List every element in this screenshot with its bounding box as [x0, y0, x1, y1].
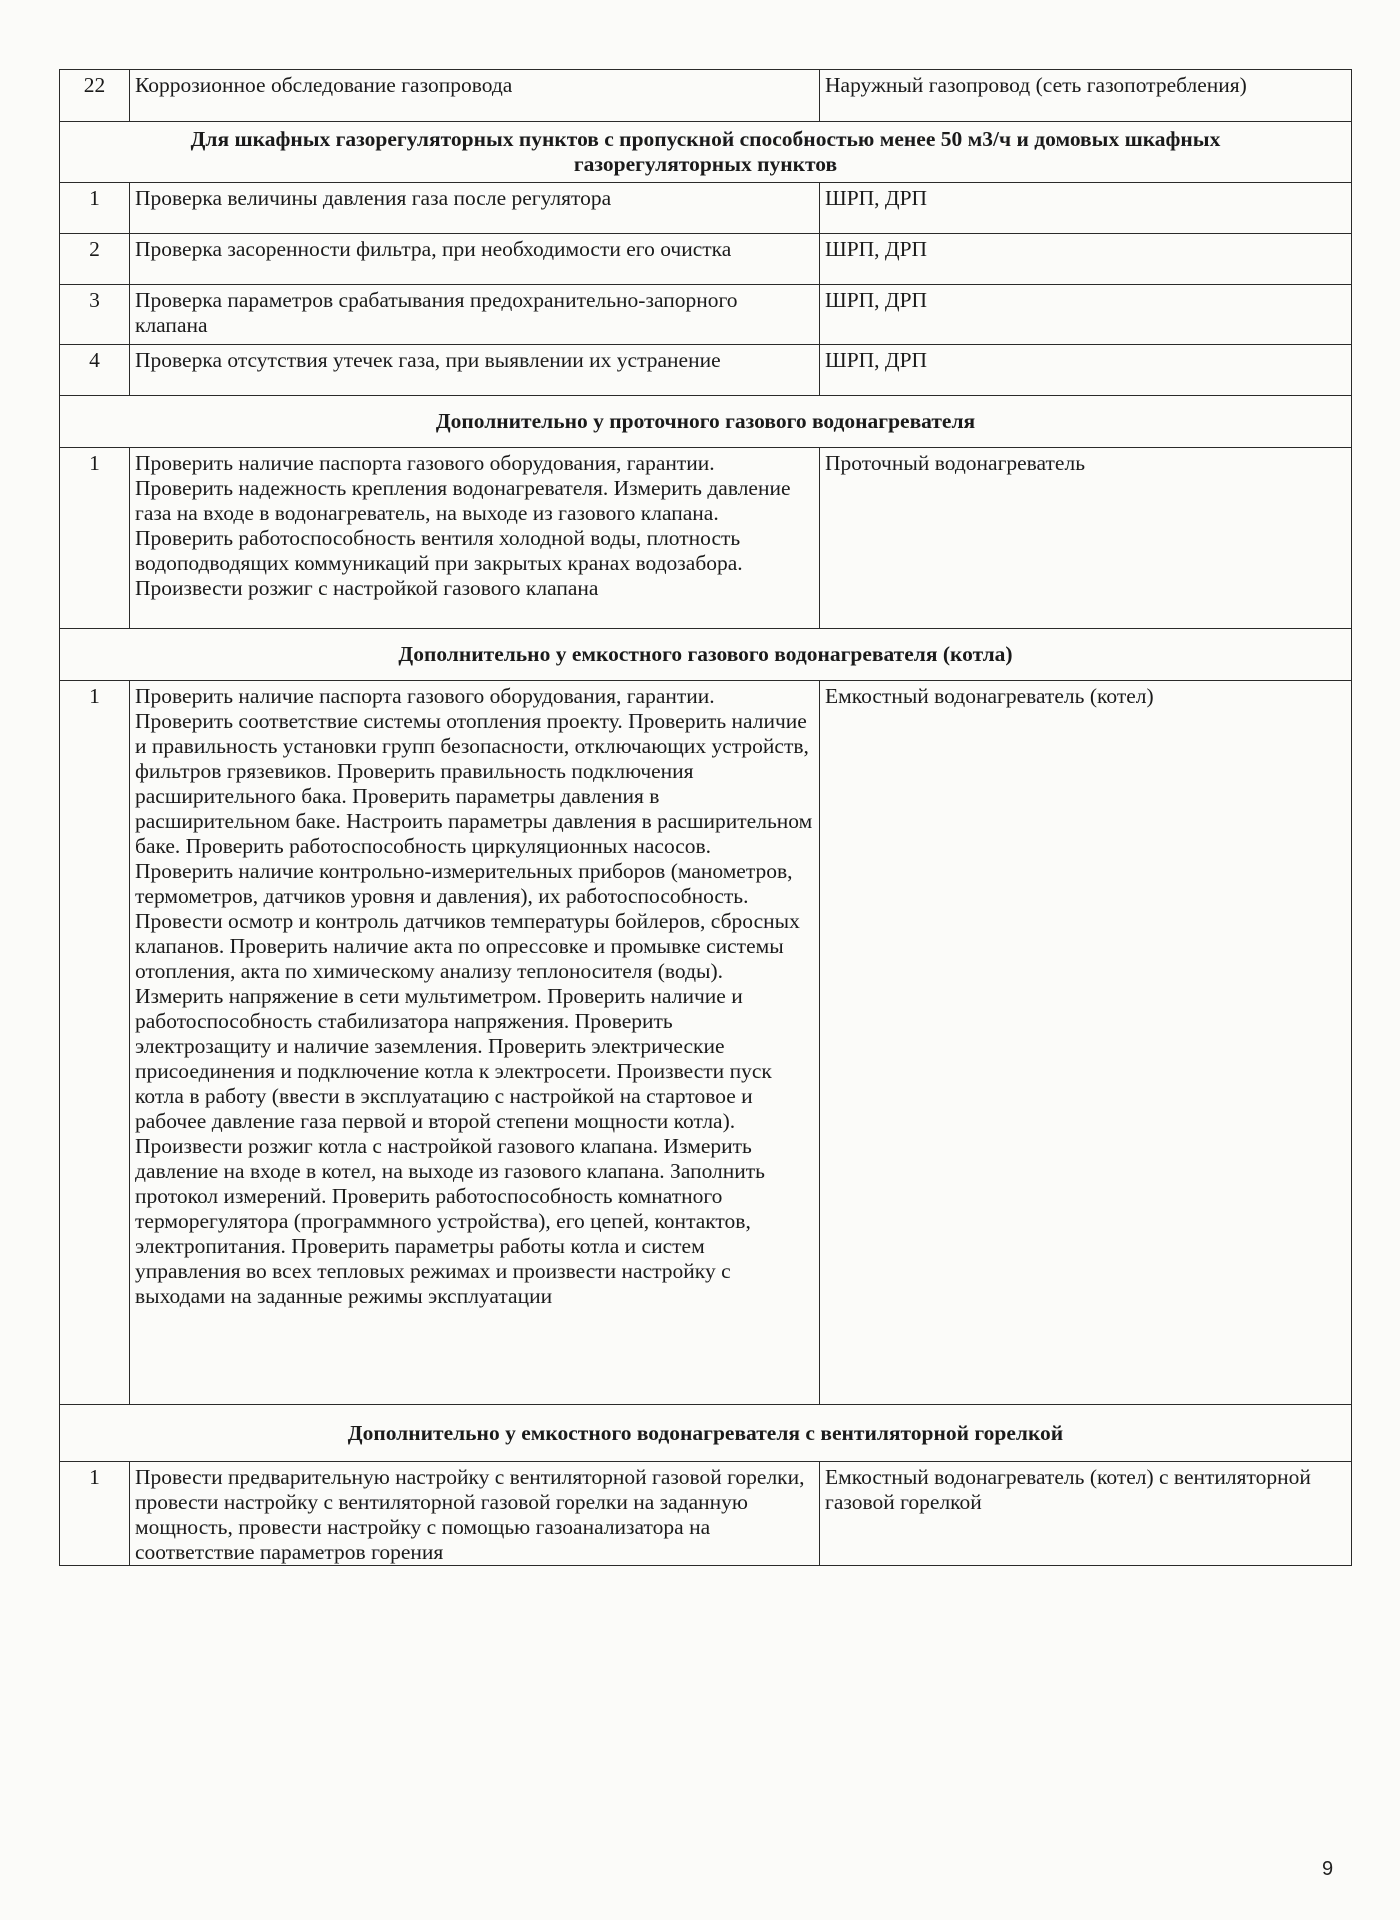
work-description: Проверка величины давления газа после регулятора	[130, 183, 820, 234]
section-title-cabinet-grp: Для шкафных газорегуляторных пунктов с пропускной способностью менее 50 м3/ч и домовых шкафных газорегуляторных пунктов	[60, 122, 1352, 183]
row-number: 4	[60, 345, 130, 396]
row-number: 1	[60, 183, 130, 234]
table-row	[60, 70, 1352, 122]
work-description: Проверка засоренности фильтра, при необходимости его очистка	[130, 234, 820, 285]
work-description: Проверить наличие паспорта газового оборудования, гарантии. Проверить надежность крепления водонагревателя. Измерить давление газа на входе в водонагреватель, на выходе из газового клапана. Проверить работоспособность вентиля холодной воды, плотность водоподводящих коммуникаций при закрытых кранах водозабора. Произвести розжиг с настройкой газового клапана	[130, 448, 820, 629]
work-description: Проверка отсутствия утечек газа, при выявлении их устранение	[130, 345, 820, 396]
section-header-row	[60, 122, 1352, 183]
page-number: 9	[1322, 1858, 1334, 1880]
work-description: Коррозионное обследование газопровода	[130, 70, 820, 122]
table-row	[60, 285, 1352, 345]
row-number: 2	[60, 234, 130, 285]
object-type: ШРП, ДРП	[820, 285, 1352, 345]
section-header-row	[60, 629, 1352, 681]
document-sheet	[59, 69, 1351, 1566]
table-row	[60, 681, 1352, 1405]
row-number: 22	[60, 70, 130, 122]
table-row	[60, 345, 1352, 396]
work-description: Проверить наличие паспорта газового оборудования, гарантии. Проверить соответствие системы отопления проекту. Проверить наличие и правильность установки групп безопасности, отключающих устройств, фильтров грязевиков. Проверить правильность подключения расширительного бака. Проверить параметры давления в расширительном баке. Настроить параметры давления в расширительном баке. Проверить работоспособность циркуляционных насосов. Проверить наличие контрольно-измерительных приборов (манометров, термометров, датчиков уровня и давления), их работоспособность. Провести осмотр и контроль датчиков температуры бойлеров, сбросных клапанов. Проверить наличие акта по опрессовке и промывке системы отопления, акта по химическому анализу теплоносителя (воды). Измерить напряжение в сети мультиметром. Проверить наличие и работоспособность стабилизатора напряжения. Проверить электрозащиту и наличие заземления. Проверить электрические присоединения и подключение котла к электросети. Произвести пуск котла в работу (ввести в эксплуатацию с настройкой на стартовое и рабочее давление газа первой и второй степени мощности котла). Произвести розжиг котла с настройкой газового клапана. Измерить давление на входе в котел, на выходе из газового клапана. Заполнить протокол измерений. Проверить работоспособность комнатного терморегулятора (программного устройства), его цепей, контактов, электропитания. Проверить параметры работы котла и систем управления во всех тепловых режимах и произвести настройку с выходами на заданные режимы эксплуатации	[130, 681, 820, 1405]
row-number: 1	[60, 681, 130, 1405]
section-title-flow-heater: Дополнительно у проточного газового водонагревателя	[60, 396, 1352, 448]
work-description: Провести предварительную настройку с вентиляторной газовой горелки, провести настройку с вентиляторной газовой горелки на заданную мощность, провести настройку с помощью газоанализатора на соответствие параметров горения	[130, 1462, 820, 1566]
table-row	[60, 234, 1352, 285]
object-type: Емкостный водонагреватель (котел) с вентиляторной газовой горелкой	[820, 1462, 1352, 1566]
row-number: 3	[60, 285, 130, 345]
row-number: 1	[60, 1462, 130, 1566]
object-type: ШРП, ДРП	[820, 345, 1352, 396]
object-type: Проточный водонагреватель	[820, 448, 1352, 629]
section-header-row	[60, 396, 1352, 448]
table-row	[60, 183, 1352, 234]
object-type: ШРП, ДРП	[820, 183, 1352, 234]
maintenance-works-table	[59, 69, 1352, 1566]
table-row	[60, 1462, 1352, 1566]
section-title-fan-burner: Дополнительно у емкостного водонагревателя с вентиляторной горелкой	[60, 1405, 1352, 1462]
object-type: Емкостный водонагреватель (котел)	[820, 681, 1352, 1405]
section-header-row	[60, 1405, 1352, 1462]
row-number: 1	[60, 448, 130, 629]
object-type: Наружный газопровод (сеть газопотребления)	[820, 70, 1352, 122]
table-row	[60, 448, 1352, 629]
work-description: Проверка параметров срабатывания предохранительно-запорного клапана	[130, 285, 820, 345]
object-type: ШРП, ДРП	[820, 234, 1352, 285]
section-title-storage-heater: Дополнительно у емкостного газового водонагревателя (котла)	[60, 629, 1352, 681]
